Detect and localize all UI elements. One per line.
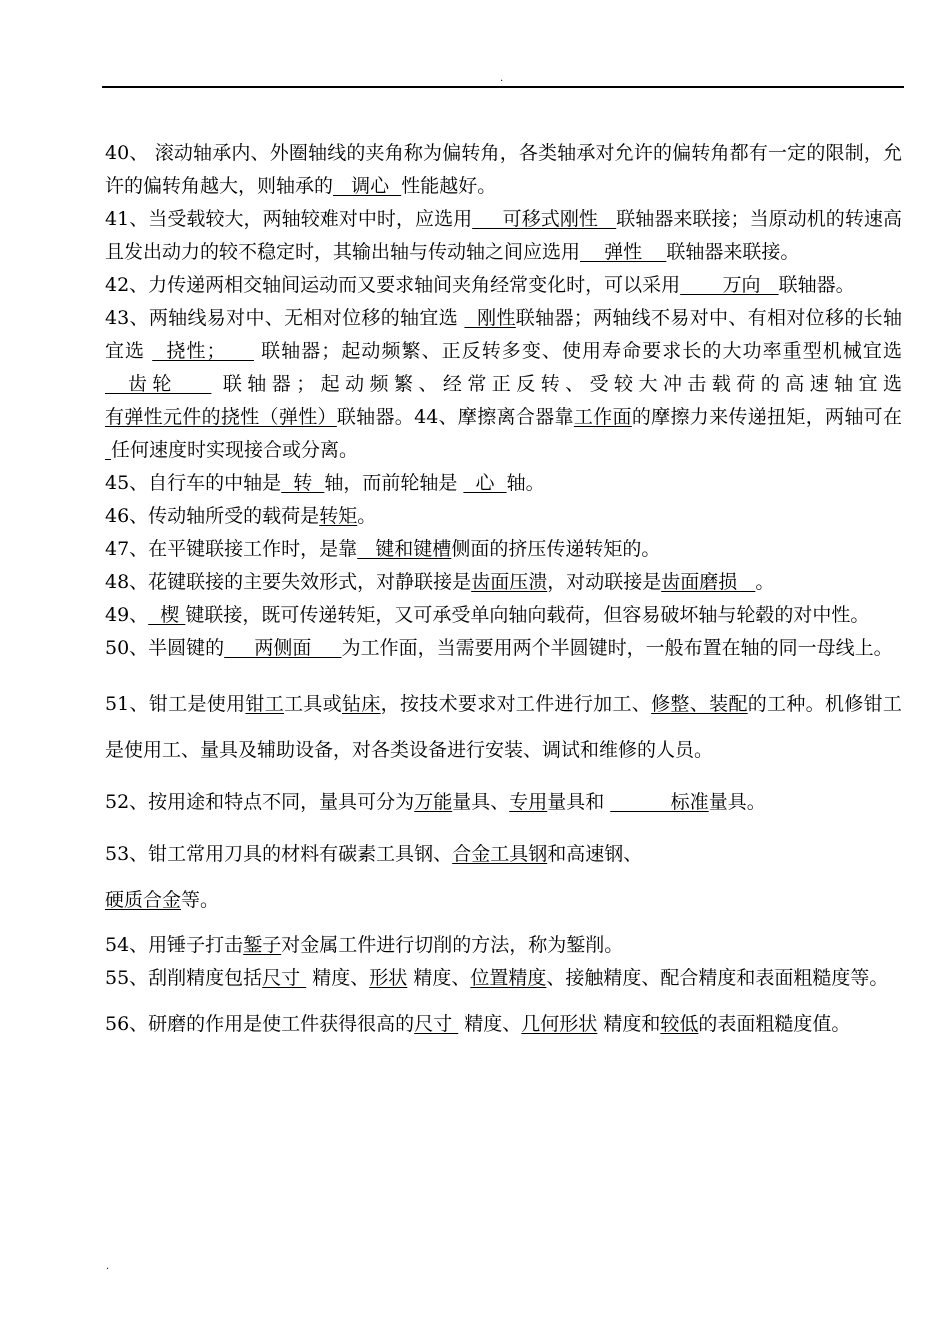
- question-text: 轴，而前轮轴是: [324, 472, 464, 494]
- answer-blank: 万能: [414, 791, 453, 813]
- question-text: 联轴器；起动频繁、经常正反转、受较大冲击载荷的高速轴宜选: [211, 373, 903, 395]
- answer-blank: 标准: [610, 791, 709, 813]
- answer-blank: 挠性；: [152, 340, 254, 362]
- question-q53: [105, 831, 902, 923]
- question-q43: [105, 302, 902, 467]
- question-text: 量具。: [708, 791, 766, 813]
- question-q56: [105, 1001, 902, 1047]
- question-text: 精度、: [458, 1013, 522, 1035]
- question-text: 任何速度时实现接合或分离。: [111, 439, 359, 461]
- answer-blank: 修整、装配: [651, 693, 748, 715]
- question-text: 、接触精度、配合精度和表面粗糙度等。: [546, 967, 889, 989]
- question-text: 47、在平键联接工作时，是靠: [105, 538, 358, 560]
- answer-blank: 转矩: [319, 505, 358, 527]
- question-text: ，对动联接是: [547, 571, 662, 593]
- question-text: 的工种。机修钳工是使用工、量具及辅助设备，对各类设备进行安装、调试和维修的人员。: [105, 693, 902, 761]
- footer-mark: .: [106, 1261, 110, 1272]
- question-q49: [105, 599, 902, 632]
- question-q54: [105, 929, 902, 962]
- answer-blank: 钳工: [245, 693, 285, 715]
- answer-blank: 錾子: [243, 934, 282, 956]
- question-text: 50、半圆键的: [105, 637, 225, 659]
- question-q45: [105, 467, 902, 500]
- question-text: 46、传动轴所受的载荷是: [105, 505, 320, 527]
- question-text: 对金属工件进行切削的方法，称为錾削。: [281, 934, 624, 956]
- question-text: 41、当受载较大，两轴较难对中时，应选用: [105, 208, 473, 230]
- answer-blank: 钻床: [342, 693, 381, 715]
- question-text: 55、刮削精度包括: [105, 967, 263, 989]
- question-text: 51、钳工是使用: [105, 693, 246, 715]
- answer-blank: 调心: [333, 175, 402, 197]
- answer-blank: 尺寸: [414, 1013, 459, 1035]
- question-q55: [105, 962, 902, 995]
- answer-blank: 工作面: [573, 406, 632, 428]
- question-text: 。: [755, 571, 775, 593]
- question-text: 的表面粗糙度值。: [698, 1013, 851, 1035]
- answer-blank: 弹性: [580, 241, 667, 263]
- question-text: 45、自行车的中轴是: [105, 472, 282, 494]
- question-q52: [105, 779, 902, 825]
- question-text: 精度和: [597, 1013, 661, 1035]
- header-rule: [102, 86, 904, 88]
- question-text: 轴。: [506, 472, 545, 494]
- answer-blank: 转: [281, 472, 325, 494]
- question-text: 为工作面，当需要用两个半圆键时，一般布置在轴的同一母线上。: [341, 637, 893, 659]
- question-text: 联轴器。: [778, 274, 855, 296]
- answer-blank: 几何形状: [521, 1013, 598, 1035]
- question-text: 和高速钢、: [547, 843, 643, 865]
- question-text: 52、按用途和特点不同，量具可分为: [105, 791, 415, 813]
- answer-blank: 形状: [369, 967, 408, 989]
- answer-blank: 尺寸: [262, 967, 307, 989]
- answer-blank: 有弹性元件的挠性（弹性）: [105, 406, 337, 428]
- question-text: 联轴器来联接。: [666, 241, 800, 263]
- question-q46: [105, 500, 902, 533]
- answer-blank: 楔: [148, 604, 186, 626]
- question-text: 54、用锤子打击: [105, 934, 244, 956]
- question-text: 等。: [181, 889, 220, 911]
- question-text: 量具、: [452, 791, 510, 813]
- question-q51: [105, 681, 902, 773]
- answer-blank: 可移式刚性: [472, 208, 617, 230]
- question-q42: [105, 269, 902, 302]
- answer-blank: 齿面压溃: [471, 571, 548, 593]
- question-text: 精度、: [407, 967, 471, 989]
- question-text: 49、: [105, 604, 149, 626]
- answer-blank: 两侧面: [224, 637, 342, 659]
- question-text: 工具或: [284, 693, 343, 715]
- question-text: 联轴器。44、摩擦离合器靠: [336, 406, 574, 428]
- question-text: 48、花键联接的主要失效形式，对静联接是: [105, 571, 472, 593]
- answer-blank: 较低: [660, 1013, 699, 1035]
- question-text: 40、 滚动轴承内、外圈轴线的夹角称为偏转角，各类轴承对允许的偏转角都有一定的限制，允许的偏转角越大，则轴承的: [105, 142, 902, 197]
- header-mark: .: [500, 73, 504, 84]
- answer-blank: 齿轮: [105, 373, 212, 395]
- question-text: 精度、: [306, 967, 370, 989]
- question-text: 53、钳工常用刀具的材料有碳素工具钢、: [105, 843, 453, 865]
- answer-blank: 硬质合金: [105, 889, 182, 911]
- answer-blank: 刚性: [464, 307, 516, 329]
- answer-blank: 万向: [680, 274, 779, 296]
- answer-blank: 齿面磨损: [661, 571, 756, 593]
- answer-blank: 合金工具钢: [452, 843, 548, 865]
- question-text: ，按技术要求对工件进行加工、: [380, 693, 652, 715]
- document-body: [105, 137, 902, 1047]
- question-text: 42、力传递两相交轴间运动而又要求轴间夹角经常变化时，可以采用: [105, 274, 681, 296]
- question-text: 43、两轴线易对中、无相对位移的轴宜选: [105, 307, 465, 329]
- question-text: 量具和: [547, 791, 611, 813]
- answer-blank: 心: [463, 472, 507, 494]
- question-text: 键联接，既可传递转矩，又可承受单向轴向载荷，但容易破坏轴与轮毂的对中性。: [185, 604, 870, 626]
- question-text: 侧面的挤压传递转矩的。: [451, 538, 661, 560]
- answer-blank: 键和键槽: [357, 538, 452, 560]
- question-q48: [105, 566, 902, 599]
- answer-blank: 位置精度: [470, 967, 547, 989]
- question-text: 。: [357, 505, 377, 527]
- question-q47: [105, 533, 902, 566]
- question-q40: [105, 137, 902, 203]
- question-q50: [105, 632, 902, 665]
- question-text: 56、研磨的作用是使工件获得很高的: [105, 1013, 415, 1035]
- question-text: 联轴器；两轴线不易对中、有相对位移的长轴宜选: [105, 307, 902, 362]
- question-text: 性能越好。: [401, 175, 497, 197]
- question-text: 的摩擦力来传递扭矩，两轴可在: [631, 406, 902, 428]
- answer-blank: 专用: [509, 791, 548, 813]
- question-text: 联轴器；起动频繁、正反转多变、使用寿命要求长的大功率重型机械宜选: [253, 340, 902, 362]
- question-q41: [105, 203, 902, 269]
- question-text: 联轴器来联接；当原动机的转速高且发出动力的较不稳定时，其输出轴与传动轴之间应选用: [105, 208, 902, 263]
